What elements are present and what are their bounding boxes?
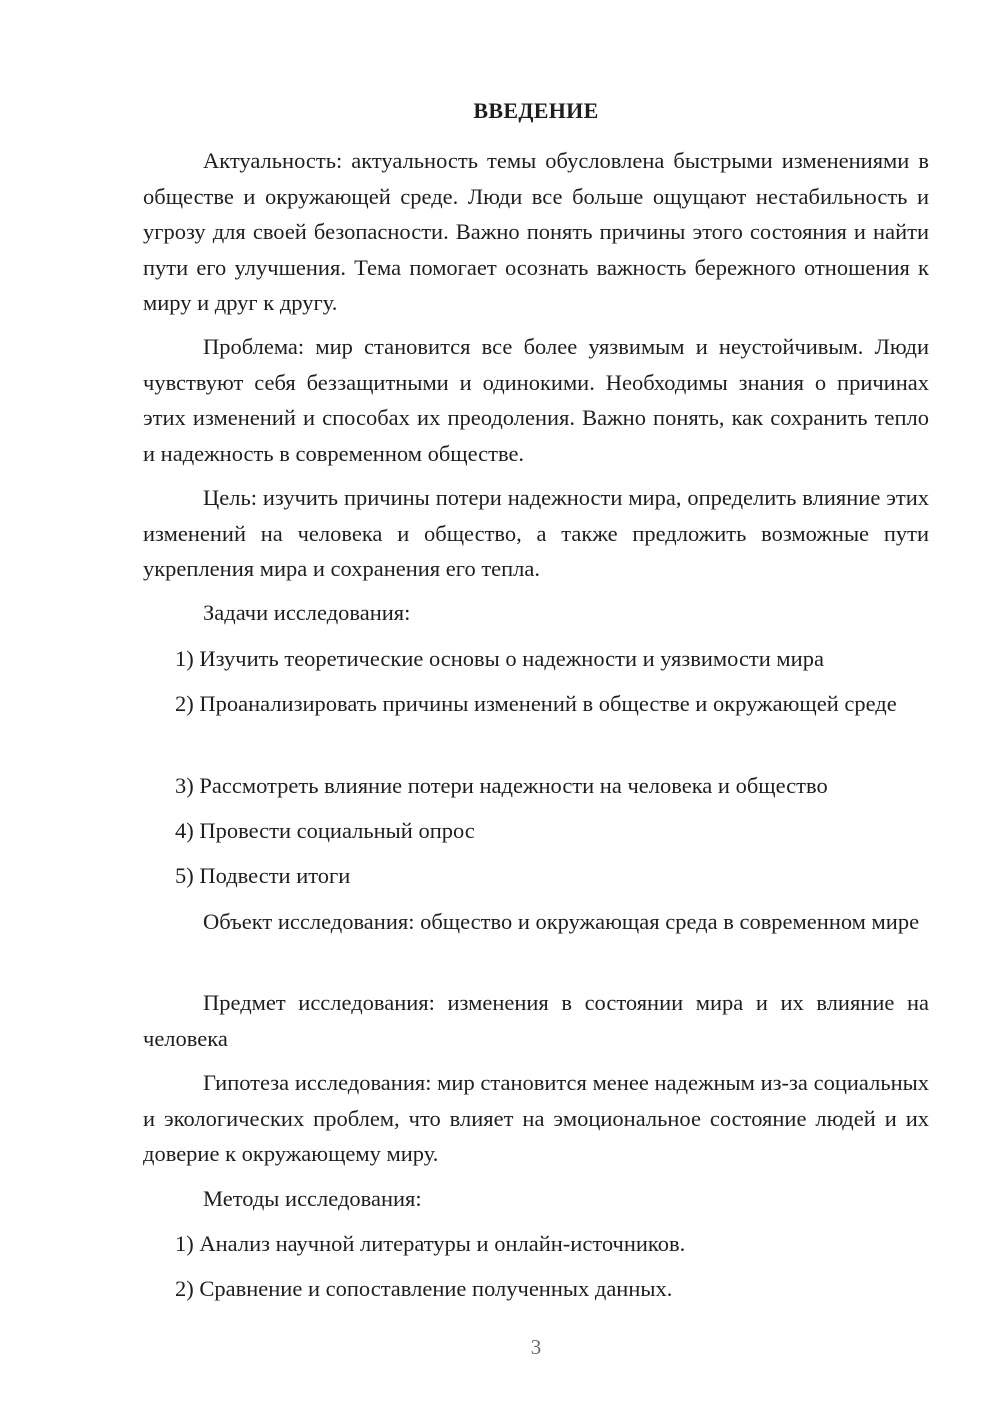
paragraph-tasks-heading: Задачи исследования: bbox=[203, 600, 411, 625]
list-item-task-1: 1) Изучить теоретические основы о надежности и уязвимости мира bbox=[175, 646, 824, 671]
paragraph-subject: Предмет исследования: изменения в состоянии мира и их влияние на человека bbox=[143, 990, 929, 1051]
list-item-task-5: 5) Подвести итоги bbox=[175, 863, 351, 888]
paragraph-object: Объект исследования: общество и окружающая среда в современном мире bbox=[203, 909, 920, 934]
paragraph-goal: Цель: изучить причины потери надежности мира, определить влияние этих изменений на человека и общество, а также предложить возможные пути укрепления мира и сохранения его тепла. bbox=[143, 485, 929, 581]
list-item-task-4: 4) Провести социальный опрос bbox=[175, 818, 475, 843]
paragraph-relevance: Актуальность: актуальность темы обусловлена быстрыми изменениями в обществе и окружающей среде. Люди все больше ощущают нестабильность и угрозу для своей безопасности. Важно понять причины этого состояния и найти пути его улучшения. Тема помогает осознать важность бережного отношения к миру и друг к другу. bbox=[143, 148, 929, 315]
list-item-task-2: 2) Проанализировать причины изменений в обществе и окружающей среде bbox=[175, 691, 897, 716]
list-item-task-3: 3) Рассмотреть влияние потери надежности на человека и общество bbox=[175, 773, 828, 798]
page-number: 3 bbox=[530, 1335, 542, 1359]
section-title: ВВЕДЕНИЕ bbox=[473, 98, 599, 123]
paragraph-problem: Проблема: мир становится все более уязвимым и неустойчивым. Люди чувствуют себя беззащитными и одинокими. Необходимы знания о причинах этих изменений и способах их преодоления. Важно понять, как сохранить тепло и надежность в современном обществе. bbox=[143, 334, 929, 466]
list-item-method-2: 2) Сравнение и сопоставление полученных данных. bbox=[175, 1276, 673, 1301]
paragraph-methods-heading: Методы исследования: bbox=[203, 1186, 422, 1211]
list-item-method-1: 1) Анализ научной литературы и онлайн-источников. bbox=[175, 1231, 686, 1256]
paragraph-hypothesis: Гипотеза исследования: мир становится менее надежным из-за социальных и экологических проблем, что влияет на эмоциональное состояние людей и их доверие к окружающему миру. bbox=[143, 1070, 929, 1166]
